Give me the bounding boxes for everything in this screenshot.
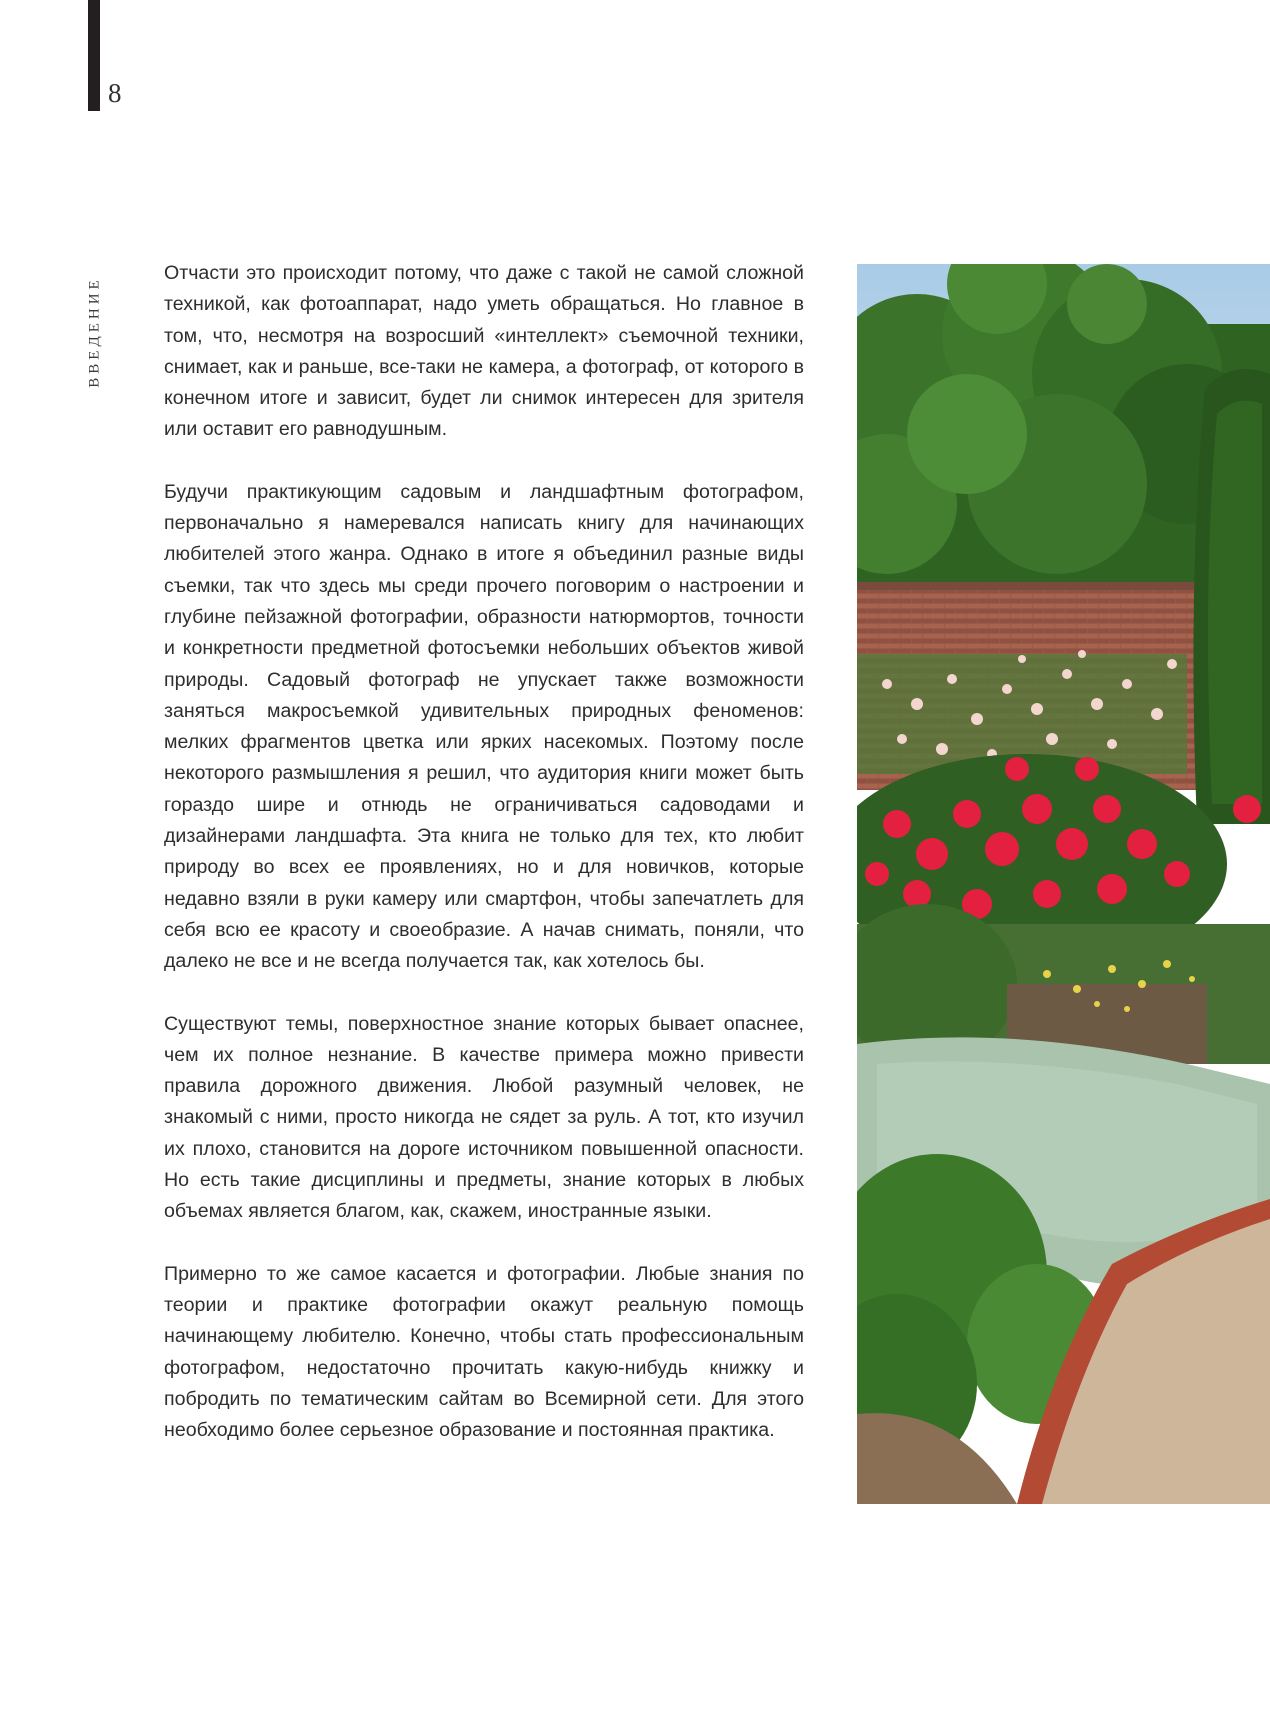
- paragraph: Будучи практикующим садовым и ландшафтным фотографом, первоначально я намеревался написать книгу для начинающих любителей этого жанра. Однако в итоге я объединил разные виды съемки, так что здесь мы среди прочего поговорим о настроении и глубине пейзажной фотографии, образности натюрмортов, точности и конкретности предметной фотосъемки небольших объектов живой природы. Садовый фотограф не упускает также возможности заняться макросъемкой удивительных природных феноменов: мелких фрагментов цветка или ярких насекомых. Поэтому после некоторого размышления я решил, что аудитория книги может быть гораздо шире и отнюдь не ограничиваться садоводами и дизайнерами ландшафта. Эта книга не только для тех, кто любит природу во всех ее проявлениях, но и для новичков, которые недавно взяли в руки камеру или смартфон, чтобы запечатлеть для себя всю ее красоту и своеобразие. А начав снимать, поняли, что далеко не все и не всегда получается так, как хотелось бы.: [164, 480, 804, 973]
- running-head: [80, 262, 110, 402]
- yew-hedge: [1193, 369, 1270, 824]
- paragraph: Существуют темы, поверхностное знание которых бывает опаснее, чем их полное незнание. В качестве примера можно привести правила дорожного движения. Любой разумный человек, не знакомый с ними, просто никогда не сядет за руль. А тот, кто изучил их плохо, становится на дороге источником повышенной опасности. Но есть такие дисциплины и предметы, знание которых в любых объемах является благом, как, скажем, иностранные языки.: [164, 1012, 804, 1223]
- page-number: 8: [108, 78, 122, 108]
- running-head-label: ВВЕДЕНИЕ: [86, 276, 103, 388]
- page-edge-bar: [88, 0, 100, 111]
- body-text: [164, 258, 804, 1477]
- paragraph: Примерно то же самое касается и фотографии. Любые знания по теории и практике фотографии окажут реальную помощь начинающему любителю. Конечно, чтобы стать профессиональным фотографом, недостаточно прочитать какую-нибудь книжку и побродить по тематическим сайтам во Всемирной сети. Для этого необходимо более серьезное образование и постоянная практика.: [164, 1262, 804, 1442]
- garden-photo: [857, 264, 1270, 1504]
- paragraph: Отчасти это происходит потому, что даже с такой не самой сложной техникой, как фотоаппарат, надо уметь обращаться. Но главное в том, что, несмотря на возросший «интеллект» съемочной техники, снимает, как и раньше, все-таки не камера, а фотограф, от которого в конечном итоге и зависит, будет ли снимок интересен для зрителя или оставит его равнодушным.: [164, 262, 804, 441]
- garden-photo-illustration: [857, 264, 1270, 1504]
